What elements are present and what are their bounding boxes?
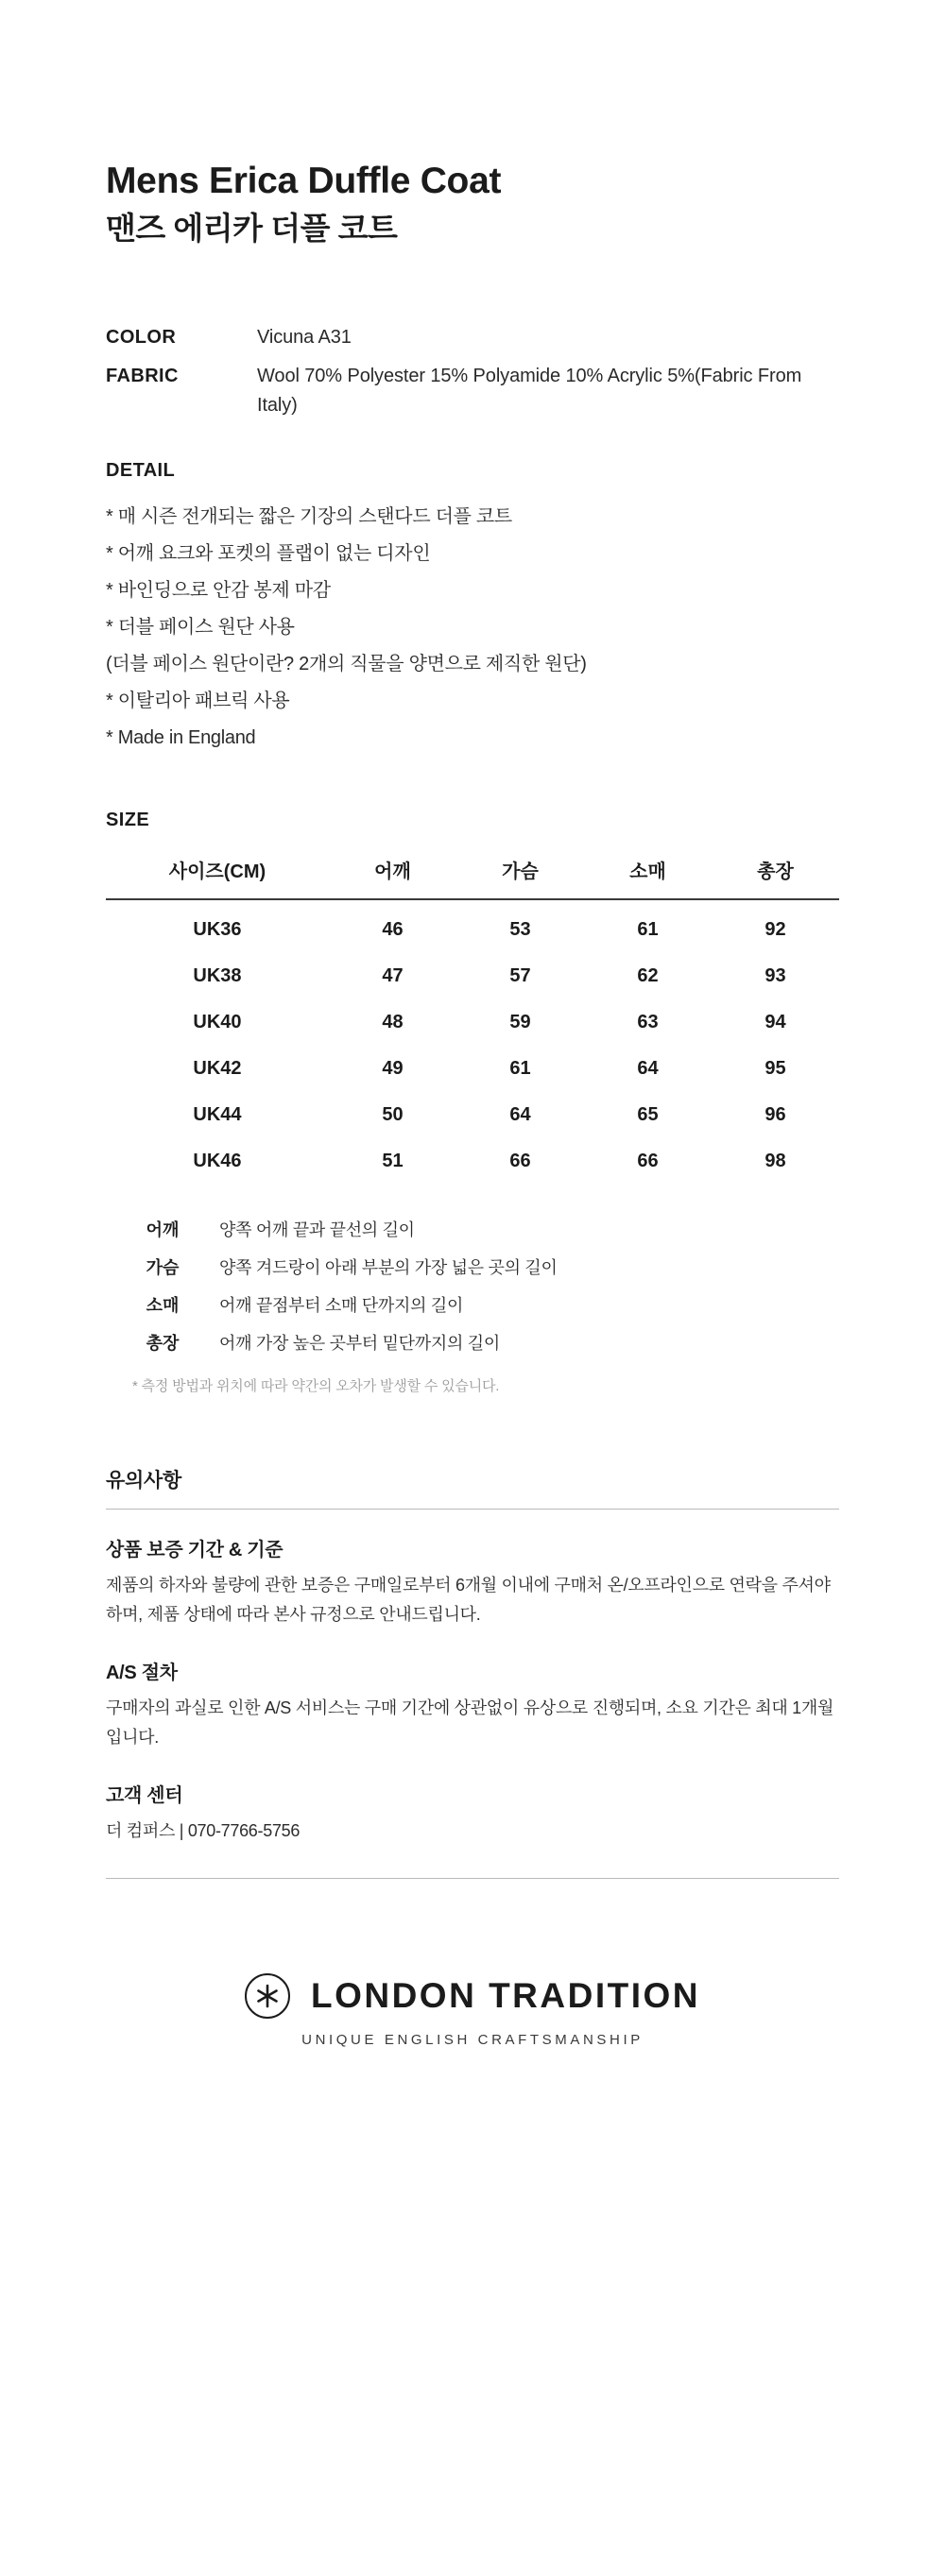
measure-row xyxy=(106,1292,839,1317)
table-row xyxy=(106,1092,839,1138)
list-item: * 더블 페이스 원단 사용 xyxy=(106,616,295,638)
asterisk-star-icon xyxy=(245,1973,290,2019)
measure-description: 양쪽 겨드랑이 아래 부분의 가장 넓은 곳의 길이 xyxy=(219,1257,558,1277)
cell-chest: 53 xyxy=(509,918,531,940)
cell-size: UK38 xyxy=(193,964,242,986)
spec-block xyxy=(106,323,839,420)
cell-sleeve: 63 xyxy=(637,1011,659,1032)
list-item: * 바인딩으로 안감 봉제 마감 xyxy=(106,579,331,601)
page-title-en: Mens Erica Duffle Coat xyxy=(106,161,502,201)
as-heading: A/S 절차 xyxy=(106,1662,178,1683)
column-header: 사이즈(CM) xyxy=(106,844,329,899)
table-row xyxy=(106,1138,839,1185)
column-header: 어깨 xyxy=(329,844,456,899)
cell-length: 94 xyxy=(765,1011,786,1032)
cell-size: UK44 xyxy=(193,1103,242,1125)
cell-shoulder: 51 xyxy=(382,1150,404,1171)
list-item: (더블 페이스 원단이란? 2개의 직물을 양면으로 제직한 원단) xyxy=(106,653,587,674)
list-item: * Made in England xyxy=(106,726,256,748)
measure-key-block xyxy=(106,1217,839,1395)
color-value: Vicuna A31 xyxy=(257,326,352,348)
cell-size: UK40 xyxy=(193,1011,242,1032)
column-header: 가슴 xyxy=(456,844,584,899)
spec-row-color xyxy=(106,323,839,352)
page-title-kr: 맨즈 에리카 더플 코트 xyxy=(106,210,398,246)
fabric-label: FABRIC xyxy=(106,365,179,386)
measure-description: 어깨 끝점부터 소매 단까지의 길이 xyxy=(219,1295,464,1315)
cell-sleeve: 61 xyxy=(637,918,659,940)
table-row xyxy=(106,953,839,999)
column-header: 소매 xyxy=(584,844,712,899)
cs-heading: 고객 센터 xyxy=(106,1784,183,1806)
cell-sleeve: 66 xyxy=(637,1150,659,1171)
cell-length: 96 xyxy=(765,1103,786,1125)
detail-heading: DETAIL xyxy=(106,459,176,481)
cell-shoulder: 50 xyxy=(382,1103,404,1125)
divider xyxy=(106,1878,839,1879)
cell-chest: 64 xyxy=(509,1103,531,1125)
as-body: 구매자의 과실로 인한 A/S 서비스는 구매 기간에 상관없이 유상으로 진행되며, 소요 기간은 최대 1개월 입니다. xyxy=(106,1697,834,1748)
measure-key: 어깨 xyxy=(146,1220,180,1239)
notice-title: 유의사항 xyxy=(106,1469,181,1492)
measure-key: 가슴 xyxy=(146,1257,180,1277)
cell-sleeve: 62 xyxy=(637,964,659,986)
cell-shoulder: 49 xyxy=(382,1057,404,1079)
brand-tagline: UNIQUE ENGLISH CRAFTSMANSHIP xyxy=(301,2032,644,2049)
warranty-body: 제품의 하자와 불량에 관한 보증은 구매일로부터 6개월 이내에 구매처 온/오프라인으로 연락을 주셔야 하며, 제품 상태에 따라 본사 규정으로 안내드립니다. xyxy=(106,1575,831,1625)
table-header-row xyxy=(106,844,839,899)
measure-description: 양쪽 어깨 끝과 끝선의 길이 xyxy=(219,1220,415,1239)
title-block xyxy=(106,0,839,249)
cell-chest: 59 xyxy=(509,1011,531,1032)
size-heading: SIZE xyxy=(106,809,150,830)
color-label: COLOR xyxy=(106,326,177,348)
cell-size: UK36 xyxy=(193,918,242,940)
measure-description: 어깨 가장 높은 곳부터 밑단까지의 길이 xyxy=(219,1333,500,1353)
cs-body: 더 컴퍼스 | 070-7766-5756 xyxy=(106,1820,301,1840)
cell-size: UK42 xyxy=(193,1057,242,1079)
table-row xyxy=(106,899,839,953)
brand-logo xyxy=(245,1973,700,2019)
cell-sleeve: 65 xyxy=(637,1103,659,1125)
cell-chest: 61 xyxy=(509,1057,531,1079)
measure-key: 소매 xyxy=(146,1295,180,1315)
measure-row xyxy=(106,1330,839,1355)
table-row xyxy=(106,999,839,1046)
measure-row xyxy=(106,1217,839,1241)
cell-length: 93 xyxy=(765,964,786,986)
measure-key: 총장 xyxy=(146,1333,180,1353)
cell-shoulder: 46 xyxy=(382,918,404,940)
list-item: * 이탈리아 패브릭 사용 xyxy=(106,690,290,711)
divider xyxy=(106,1509,839,1510)
cell-shoulder: 48 xyxy=(382,1011,404,1032)
cell-length: 98 xyxy=(765,1150,786,1171)
size-table xyxy=(106,844,839,1185)
measure-note: * 측정 방법과 위치에 따라 약간의 오차가 발생할 수 있습니다. xyxy=(132,1377,500,1394)
cell-length: 95 xyxy=(765,1057,786,1079)
list-item: * 매 시즌 전개되는 짧은 기장의 스탠다드 더플 코트 xyxy=(106,505,512,527)
cell-chest: 66 xyxy=(509,1150,531,1171)
brand-name: LONDON TRADITION xyxy=(310,1976,701,2016)
table-row xyxy=(106,1046,839,1092)
list-item: * 어깨 요크와 포켓의 플랩이 없는 디자인 xyxy=(106,542,431,564)
cell-shoulder: 47 xyxy=(382,964,404,986)
footer xyxy=(106,1973,839,2161)
measure-row xyxy=(106,1254,839,1279)
detail-list xyxy=(106,499,839,757)
warranty-heading: 상품 보증 기간 & 기준 xyxy=(106,1539,284,1561)
cell-length: 92 xyxy=(765,918,786,940)
notice-block xyxy=(106,1465,839,1880)
cell-size: UK46 xyxy=(193,1150,242,1171)
column-header: 총장 xyxy=(712,844,839,899)
spec-row-fabric xyxy=(106,362,839,420)
fabric-value: Wool 70% Polyester 15% Polyamide 10% Acrylic 5%(Fabric From Italy) xyxy=(257,365,802,416)
cell-sleeve: 64 xyxy=(637,1057,659,1079)
cell-chest: 57 xyxy=(509,964,531,986)
